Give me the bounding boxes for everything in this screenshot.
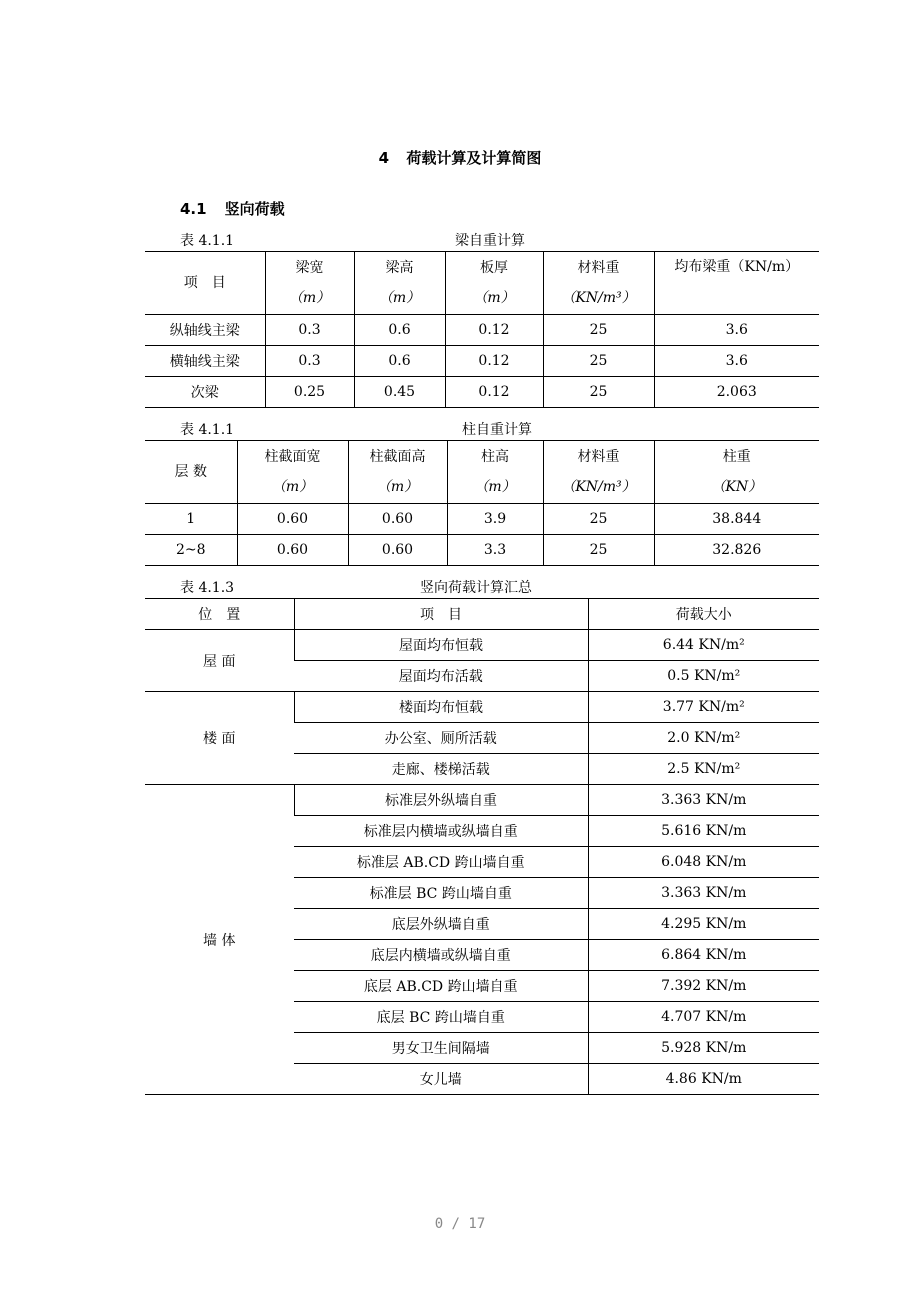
chapter-number: 4 [378, 149, 390, 167]
table-cell: 5.928 KN/m [588, 1033, 819, 1064]
header-cell: 均布梁重（KN/m） [654, 252, 819, 315]
table-cell: 3.363 KN/m [588, 785, 819, 816]
table-cell: 0.6 [354, 346, 445, 377]
table-cell: 25 [543, 504, 654, 535]
table-header-row [145, 441, 819, 504]
table-cell: 2.0 KN/m² [588, 723, 819, 754]
header-cell: 项 目 [294, 599, 588, 630]
table-cell: 0.25 [265, 377, 354, 408]
table-cell: 0.12 [445, 315, 543, 346]
table2-caption: 柱自重计算 [462, 422, 532, 438]
section-title: 竖向荷载 [224, 200, 285, 218]
header-cell: 荷载大小 [588, 599, 819, 630]
table-cell: 3.77 KN/m² [588, 692, 819, 723]
table-row [145, 315, 819, 346]
section-heading [180, 198, 285, 219]
table-cell: 0.12 [445, 346, 543, 377]
header-cell: 材料重 （KN/m³） [543, 252, 654, 315]
table-cell: 4.707 KN/m [588, 1002, 819, 1033]
table-cell: 0.60 [348, 535, 447, 566]
table-cell: 25 [543, 346, 654, 377]
table-row [145, 785, 819, 816]
table-cell: 底层 BC 跨山墙自重 [294, 1002, 588, 1033]
table-cell: 1 [145, 504, 237, 535]
table-cell: 底层 AB.CD 跨山墙自重 [294, 971, 588, 1002]
table-cell: 3.6 [654, 346, 819, 377]
header-cell: 柱截面宽 （m） [237, 441, 348, 504]
table-cell: 底层内横墙或纵墙自重 [294, 940, 588, 971]
table-cell: 4.86 KN/m [588, 1064, 819, 1095]
table-cell: 屋面均布恒载 [294, 630, 588, 661]
table1-caption: 梁自重计算 [455, 233, 525, 249]
table-header-row [145, 599, 819, 630]
chapter-title-text: 荷载计算及计算简图 [406, 149, 542, 167]
table-cell: 0.60 [237, 504, 348, 535]
table-cell: 女儿墙 [294, 1064, 588, 1095]
table-cell: 标准层内横墙或纵墙自重 [294, 816, 588, 847]
table-cell: 3.3 [447, 535, 543, 566]
beam-weight-table [145, 251, 819, 408]
chapter-title [0, 147, 920, 168]
table-cell: 25 [543, 315, 654, 346]
table-cell: 4.295 KN/m [588, 909, 819, 940]
table-cell: 32.826 [654, 535, 819, 566]
table-row [145, 630, 819, 661]
table-cell: 办公室、厕所活载 [294, 723, 588, 754]
table-cell: 5.616 KN/m [588, 816, 819, 847]
table-cell: 标准层 AB.CD 跨山墙自重 [294, 847, 588, 878]
table3-caption: 竖向荷载计算汇总 [420, 580, 532, 596]
header-cell: 位 置 [145, 599, 294, 630]
table-cell: 25 [543, 535, 654, 566]
table-cell: 横轴线主梁 [145, 346, 265, 377]
header-cell: 材料重 （KN/m³） [543, 441, 654, 504]
table-cell: 7.392 KN/m [588, 971, 819, 1002]
table1-label: 表 4.1.1 [180, 233, 235, 249]
table3-label: 表 4.1.3 [180, 580, 235, 596]
table-cell: 0.60 [237, 535, 348, 566]
table-cell: 男女卫生间隔墙 [294, 1033, 588, 1064]
header-cell: 柱重 （KN） [654, 441, 819, 504]
vertical-load-summary-table [145, 598, 819, 1095]
table-cell: 2.5 KN/m² [588, 754, 819, 785]
table-cell: 标准层外纵墙自重 [294, 785, 588, 816]
table-cell: 底层外纵墙自重 [294, 909, 588, 940]
table-cell: 2~8 [145, 535, 237, 566]
table-cell: 2.063 [654, 377, 819, 408]
table-cell: 6.048 KN/m [588, 847, 819, 878]
position-cell: 楼 面 [145, 692, 294, 785]
header-cell: 梁宽 （m） [265, 252, 354, 315]
page-number: 0 / 17 [434, 1216, 486, 1232]
table-cell: 0.45 [354, 377, 445, 408]
position-cell: 墙 体 [145, 785, 294, 1095]
table-cell: 25 [543, 377, 654, 408]
table-cell: 6.44 KN/m² [588, 630, 819, 661]
table-cell: 0.12 [445, 377, 543, 408]
header-cell: 柱截面高 （m） [348, 441, 447, 504]
header-cell: 板厚 （m） [445, 252, 543, 315]
table-cell: 屋面均布活载 [294, 661, 588, 692]
header-cell: 梁高 （m） [354, 252, 445, 315]
table-cell: 0.5 KN/m² [588, 661, 819, 692]
table-cell: 楼面均布恒载 [294, 692, 588, 723]
table-row [145, 692, 819, 723]
table-cell: 6.864 KN/m [588, 940, 819, 971]
table-cell: 0.60 [348, 504, 447, 535]
header-cell: 项 目 [145, 252, 265, 315]
section-number: 4.1 [180, 200, 207, 218]
table-cell: 3.6 [654, 315, 819, 346]
table-cell: 标准层 BC 跨山墙自重 [294, 878, 588, 909]
table-cell: 走廊、楼梯活载 [294, 754, 588, 785]
position-cell: 屋 面 [145, 630, 294, 692]
table-cell: 38.844 [654, 504, 819, 535]
table-cell: 0.6 [354, 315, 445, 346]
column-weight-table [145, 440, 819, 566]
table-row [145, 377, 819, 408]
table-row [145, 346, 819, 377]
table2-label: 表 4.1.1 [180, 422, 235, 438]
table-cell: 3.9 [447, 504, 543, 535]
table-row [145, 504, 819, 535]
table-cell: 纵轴线主梁 [145, 315, 265, 346]
table-cell: 0.3 [265, 315, 354, 346]
header-cell: 柱高 （m） [447, 441, 543, 504]
table-cell: 次梁 [145, 377, 265, 408]
table-header-row [145, 252, 819, 315]
table-row [145, 535, 819, 566]
table-cell: 3.363 KN/m [588, 878, 819, 909]
table-cell: 0.3 [265, 346, 354, 377]
header-cell: 层 数 [145, 441, 237, 504]
